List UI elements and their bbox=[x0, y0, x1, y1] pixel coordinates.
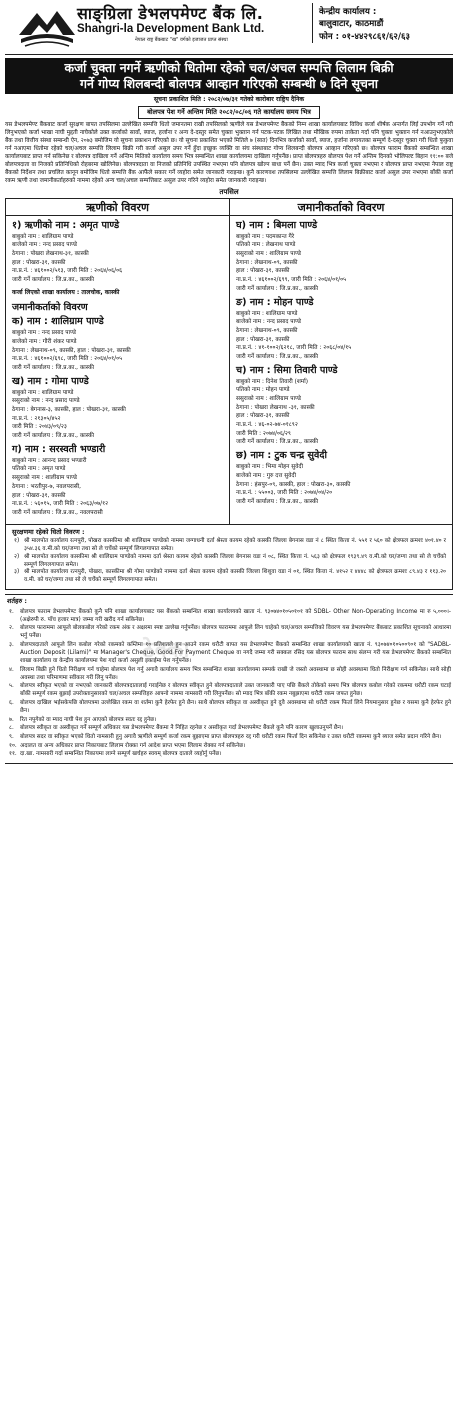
guarantor-info-line: जारी मिति : २०४३/०९/२३ bbox=[12, 424, 67, 431]
condition-item-text: बोलपत्र फाराममा आफूले बोलकबोल गरेको रकम अंक र अक्षरमा स्पष्ट उल्लेख गर्नुपर्नेछ। बोलपत्र फाराममा आफूले लिन चाहेको चल/अचल सम्पत्तिको विवरण यस डेभलपमेण्ट बैंकबाट प्रकाशित सूचनाको आधारमा भर्नु पर्नेछ। bbox=[20, 625, 451, 640]
submission-deadline: बोलपत्र पेश गर्ने अन्तिम मिति २०८२/०८/०६ गते कार्यालय समय भित्र bbox=[138, 106, 320, 119]
head-office-info bbox=[312, 3, 410, 43]
guarantor-info-line: पतिको नाम : अमृत पाण्डे bbox=[12, 466, 66, 473]
guarantor-info-line: जारी मिति : २०७४/०६/२९ bbox=[236, 430, 291, 437]
collateral-title: सुरक्षणमा रहेको धितो विवरण : bbox=[12, 527, 85, 536]
condition-item bbox=[7, 716, 451, 724]
collateral-item-number: १) bbox=[14, 537, 20, 544]
head-office-address: बालुवाटार, काठमाडौं bbox=[319, 19, 384, 30]
borrower-info-line: ना.प्र.नं. : ४६१००२/५१३, जारी मिति : २०६४/०६/०६ bbox=[12, 268, 123, 275]
conditions-list bbox=[7, 608, 451, 759]
condition-item-text: बोलपत्र फाराम डेभलपमेण्ट बैंकको कुनै पनि शाखा कार्यालयबाट यस बैंकको सम्बन्धित शाखा कार्यालयको खाता नं. ९३०७४०१०५०१०१ को SDBL- Other Non-Operating Income मा रु ५,०००।- (अक्षेरुपी रु. पाँच हजार मात्र) जम्मा गरी खरीद गर्न सकिनेछ। bbox=[20, 608, 451, 623]
notice-title-banner bbox=[5, 58, 453, 94]
guarantor-name: ख) नाम : गोमा पाण्डे bbox=[12, 375, 89, 387]
guarantor-name: घ) नाम : बिमला पाण्डे bbox=[236, 219, 318, 231]
guarantor-info-line: बाबुको नाम : शालिग्राम पाण्डे bbox=[236, 310, 298, 317]
condition-item-number: ११. bbox=[9, 751, 17, 758]
guarantor-info-line: ठेगाना : भरतीपुर-७, नवलपरासी, bbox=[12, 483, 81, 490]
details-table bbox=[5, 198, 453, 525]
condition-item bbox=[7, 699, 451, 715]
schedule-heading: तपसिल bbox=[219, 187, 239, 196]
guarantor-info-line: ठेगाना : लेखनाथ-०९, कास्की bbox=[236, 327, 298, 334]
guarantor-name: च) नाम : सिमा तिवारी पाण्डे bbox=[236, 364, 338, 376]
conditions-section bbox=[5, 594, 453, 763]
collateral-item bbox=[12, 538, 446, 554]
guarantor-subheading: जमानीकर्ताको विवरण bbox=[12, 301, 88, 313]
guarantor-column-body bbox=[230, 216, 452, 513]
borrower-info-line: हाल : पोखरा-३१, कास्की bbox=[12, 259, 66, 266]
guarantor-info-line: ठेगाना : लेखनाथ-०९, कास्की, हाल : पोखरा-३१, कास्की bbox=[12, 347, 131, 354]
borrower-info-line: ठेगाना : पोखरा लेखनाथ-३१, कास्की bbox=[12, 251, 89, 258]
guarantor-info-line: ना.प्र.नं. : ५६०१५, जारी मिति : २०६३/०७/१२ bbox=[12, 501, 109, 508]
condition-item-text: रित नपुगेको वा म्याद नाघी पेश हुन आएको बोलपत्र स्वतः रद्द हुनेछ। bbox=[20, 716, 157, 723]
guarantor-name: ङ) नाम : मोहन पाण्डे bbox=[236, 296, 314, 308]
borrower-column bbox=[6, 199, 229, 524]
guarantor-name: ग) नाम : सरस्वती भण्डारी bbox=[12, 443, 106, 455]
guarantor-details bbox=[236, 450, 448, 506]
guarantor-info-line: ना.प्र.नं. : ५५००३, जारी मिति : २०७४/०४/२० bbox=[236, 490, 333, 497]
deadline-wrapper bbox=[5, 106, 453, 119]
condition-item bbox=[7, 733, 451, 741]
borrower-info-lines bbox=[12, 233, 225, 285]
condition-item bbox=[7, 666, 451, 682]
guarantor-info-line: ठेगाना : पोखरा लेखनाथ -३१, कास्की bbox=[236, 404, 315, 411]
condition-item-text: बोलपत्र स्वीकृत वा अस्वीकृत गर्ने सम्पूर्ण अधिकार यस डेभलपमेण्ट बैंकमा नै निहित रहनेछ र अस्वीकृत गर्दा डेभलपमेण्ट बैंकले कुनै पनि कारण खुलाउनुपर्ने छैन। bbox=[20, 725, 344, 732]
guarantor-info-line: बाबुको नाम : पदमकान्त गैरे bbox=[236, 233, 295, 240]
guarantor-info-line: ना.प्र.नं. : २१३०५/४५२ bbox=[12, 415, 61, 422]
condition-item-text: बोलपत्र सदर वा स्वीकृत भएको धितो नामसारी हुनु अगावै ऋणीले सम्पूर्ण कर्जा रकम बुझाएमा प्राप्त बोलपत्रहरु रद्द गरी धरौटी रकम फिर्ता दिन सकिनेछ र उक्त धरौटी रकममा कुनै ब्याज समेत प्रदान गरिने छैन। bbox=[20, 733, 442, 740]
condition-item-text: दा.खा. नामसारी गर्दा सम्बन्धित निकायमा लाग्ने सम्पूर्ण खर्चहरु स्वयम् बोलपत्र दाताले व्यहोर्नु पर्नेछ। bbox=[20, 751, 222, 758]
bank-name-nepali: साङ्ग्रिला डेभलपमेण्ट बैंक लि. bbox=[77, 4, 264, 23]
condition-item-number: ७. bbox=[9, 716, 14, 723]
collateral-item-text: श्री मालपोत कार्यालय रत्नपुरी, पोखरा, कास्कीमा श्री गोमा पाण्डेको नाममा दर्ता श्रेस्ता कायम रहेको कास्की जिल्ला शिशुवा वडा नं ०१, स्थित कित्ता नं. ४१५२ र ४४४८ को क्षेत्रफल क्रमशः ८९.४३ र ११३.२० व.मी. को घर/जग्गा तथा सो ले चर्चेको सम्पूर्ण लिगलगापात समेत। bbox=[24, 569, 446, 584]
guarantor-info-line: हाल : पोखरा-३१, कास्की bbox=[236, 268, 290, 275]
watermark-logo: ठेक्का bbox=[142, 638, 190, 663]
guarantor-info-line: हाल : पोखरा-३१, कास्की bbox=[236, 413, 290, 420]
guarantor-info-line: पतिको नाम : मोहन पाण्डे bbox=[236, 387, 290, 394]
condition-item bbox=[7, 682, 451, 698]
guarantor-info-line: जारी गर्ने कार्यालय : जि.प्र.का., कास्की bbox=[236, 439, 319, 446]
guarantor-info-line: जारी गर्ने कार्यालय : जि.प्र.का., नवलपरासी bbox=[12, 509, 103, 516]
condition-item-number: ५. bbox=[9, 683, 14, 690]
guarantor-info-line: बाबुको नाम : शालिग्राम पाण्डे bbox=[12, 389, 74, 396]
condition-item-number: ९. bbox=[9, 733, 14, 740]
condition-item bbox=[7, 750, 451, 758]
guarantor-info-line: ना.प्र.नं. : ४६१००२/६९८, जारी मिति : २०६४/०१/०५ bbox=[12, 356, 123, 363]
guarantor-info-line: जारी गर्ने कार्यालय : जि.प्र.का., कास्की bbox=[236, 285, 319, 292]
guarantor-info-line: पतिको नाम : लेखनाथ पाण्डे bbox=[236, 242, 296, 249]
guarantor-info-line: ससुराको नाम : शालिग्राम पाण्डे bbox=[236, 396, 301, 403]
borrower-info-line: बाबुको नाम : शालिग्राम पाण्डे bbox=[12, 233, 74, 240]
collateral-item bbox=[12, 554, 446, 570]
guarantor-info-line: बाजेको नाम : नन्द प्रसाद पाण्डे bbox=[236, 319, 301, 326]
bank-tagline: नेपाल राष्ट्र बैंकबाट "ख" वर्गको इजाजत प्राप्त संस्था bbox=[135, 37, 228, 44]
guarantor-details bbox=[236, 297, 448, 362]
guarantor-info-line: ससुराको नाम : नन्द प्रसाद पाण्डे bbox=[12, 398, 80, 405]
guarantor-info-line: जारी गर्ने कार्यालय : जि.प्र.का., कास्की bbox=[12, 433, 95, 440]
collateral-item-text: श्री मालपोत कार्यालय कास्कीमा श्री शालिग्राम पाण्डेको नाममा दर्ता श्रेस्ता कायम रहेको कास्की जिल्ला बेगनास वडा नं ०८, स्थित कित्ता नं. ५६३ को क्षेत्रफल १९३९.४९ व.मी.को घर/जग्गा तथा सो ले चर्चेको सम्पूर्ण लिगलगापात समेत। bbox=[24, 553, 446, 568]
publication-date: सूचना प्रकाशित मिति : २०८२/०७/३१ गतेको कारोबार राष्ट्रिय दैनिक bbox=[153, 96, 305, 104]
condition-item-number: ४. bbox=[9, 666, 14, 673]
condition-item bbox=[7, 742, 451, 750]
guarantor-info-line: बाबुको नाम : दिनेश तिवारी (शर्मा) bbox=[236, 378, 309, 385]
guarantor-info-line: ससुराको नाम : शालीग्राम पाण्डे bbox=[12, 475, 77, 482]
guarantor-info-line: ना.प्र.नं. : ४६-०२-७४-०१८९२ bbox=[236, 422, 298, 429]
guarantor-info-line: जारी गर्ने कार्यालय : जि.प्र.का., कास्की bbox=[12, 364, 95, 371]
guarantor-details bbox=[12, 316, 225, 372]
notice-title-line-2: गर्ने गोप्य शिलबन्दी बोलपत्र आव्हान गरिएको सम्बन्धी ७ दिने सूचना bbox=[80, 76, 378, 92]
condition-item-number: ६. bbox=[9, 700, 14, 707]
condition-item-text: लिलाम बिक्री हुने धितो निरीक्षण गर्न चाहेमा बोलपत्र पेश गर्नु अगावै कार्यालय समय भित्र सम्बन्धित शाखा कार्यालयमा सम्पर्क राखी जे जस्तो अवस्थामा छ सोही अवस्थामा धितो निरीक्षण गर्न सकिनेछ। साथै सोही अवस्था तथा परिमाणमा स्वीकार गरी लिनु पर्नेछ। bbox=[20, 666, 451, 681]
left-guarantor-list bbox=[12, 316, 225, 517]
condition-item bbox=[7, 608, 451, 624]
guarantor-details bbox=[236, 365, 448, 447]
borrower-name: १) ऋणीको नाम : अमृत पाण्डे bbox=[12, 219, 120, 231]
guarantor-name: छ) नाम : टुक चन्द्र सुवेदी bbox=[236, 450, 327, 462]
head-office-phone: फोन : ०१-४४२९८६१/६२/६३ bbox=[319, 31, 410, 42]
notice-body: यस डेभलपमेण्ट बैंकबाट कर्जा सुरक्षण बापत तपसिलमा उल्लेखित सम्पत्ति धितो जमानतमा राखी तपसिलको ऋणीले यस डेभलपमेण्ट बैंकको निम्न शाखा कार्यालयबाट विविध कर्जा शीर्षक अन्तर्गत लिई उपभोग गर्ने गरी लिनुभएको कर्जा भाखा नाघी मुद्दती नाघेकोले उक्त कर्जाको सावाँ, ब्याज, हर्जाना र अन्य दे-दस्तुर समेत चुक्ता भुक्तान गर्न पटक-पटक लिखित तथा मौखिक रुपमा ताकेता गर्दा पनि चुक्ता भुक्तान गर्न नआउनुभएकोले बैंक तथा वित्तीय संस्था सम्बन्धी ऐन, २०७३ बमोजिम यो सूचना प्रकाशन गरिएको छ। यो सूचना प्रकाशित भएको मितिले ७ (सात) दिनभित्र कर्जाको सावाँ, ब्याज, हर्जाना लगायतका सम्पूर्ण दे-दस्तुर चुक्ता गरी धितो फुकुवा गर्न नआएमा धितोमा रहेको चल/अचल सम्पत्ति लिलाम बिक्री गरी कर्जा असुल उपर गर्ने हुँदा इच्छुक व्यक्ति वा संघ संस्थाबाट गोप्य शिलबन्दी बोलपत्र आव्हान गरिएको छ। बोलपत्र फाराम बैंकको सम्बन्धित शाखा कार्यालयबाट प्राप्त गर्न सकिनेछ र बोलपत्र दाखिला गर्ने अन्तिम मितिको कार्यालय समय भित्र सम्बन्धित शाखा कार्यालयमा दाखिला गर्नुपर्नेछ। प्राप्त बोलपत्रहरु बोलपत्र पेश गर्ने अन्तिम दिनको भोलिपल्ट बिहान ११:०० बजे बोलपत्रदाता वा निजको प्रतिनिधिको रोहबरमा खोलिनेछ। बोलपत्रदाता वा निजको प्रतिनिधि उपस्थित नभएमा पनि बोलपत्र खोल्न बाधा पर्ने छैन। उक्त म्याद भित्र कर्जा चुक्ता नभएमा र बोलपत्र प्राप्त नभएमा नेपाल राष्ट्र बैंकको निर्देशन तथा प्रचलित कानून बमोजिम धितो सम्पत्ति बैंक आफैंले सकार गर्ने व्यहोरा समेत जानकारी गराइन्छ। कुनै कारणवश तपसिलमा उल्लेखित सम्पत्ति लिलाम बिक्रीबाट कर्जा असुल उपर नभएमा बाँकी कर्जा रकम ऋणी तथा जमानीकर्ताहरुको नाममा रहेको अन्य चल/अचल सम्पत्तिबाट असुल उपर गरिने व्यहोरा समेत जानकारी गराइन्छ। bbox=[5, 122, 453, 184]
conditions-title: शर्तहरु : bbox=[7, 597, 27, 606]
borrower-column-title: ऋणीको विवरण bbox=[6, 199, 229, 216]
condition-item-text: बोलपत्रदाताले आफूले लिन कबोल गरेको रकमको कम्तिमा १० प्रतिशतले हुन आउने रकम धरौटी बापत यस डेभलपमेण्ट बैंकको सम्बन्धित शाखा कार्यालयको खाता नं. ९३०७४०१०५००९०१ को "SADBL- Auction Deposit (Lilami)" मा Manager's Cheque, Good For Payment Cheque वा नगदै जम्मा गरी सक्कल रसिद यस बोलपत्र फाराम साथ संलग्न गरी यस डेभलपमेण्ट बैंकको सम्बन्धित शाखा कार्यालय वा केन्द्रीय कार्यालयमा पेश गर्दा कर्जा असुली इकाईमा पेश गर्नुपर्नेछ। bbox=[20, 641, 451, 665]
borrower-info-line: जारी गर्ने कार्यालय : जि.प्र.का., कास्की bbox=[12, 277, 95, 284]
collateral-section bbox=[5, 525, 453, 591]
guarantor-info-line: ठेगाना : लेखनाथ-०९, कास्की bbox=[236, 259, 298, 266]
condition-item-number: २. bbox=[9, 625, 14, 632]
borrower-details bbox=[12, 220, 225, 297]
condition-item-number: ८. bbox=[9, 725, 14, 732]
bank-names bbox=[77, 3, 292, 44]
borrower-column-body bbox=[6, 216, 229, 524]
condition-item bbox=[7, 641, 451, 665]
guarantor-column-title: जमानीकर्ताको विवरण bbox=[230, 199, 452, 216]
guarantor-details bbox=[12, 444, 225, 518]
guarantor-info-line: ससुराको नाम : शालिग्राम पाण्डे bbox=[236, 251, 301, 258]
head-office-label: केन्द्रीय कार्यालय : bbox=[319, 7, 377, 17]
collateral-item-number: ३) bbox=[14, 569, 20, 576]
collateral-item-number: २) bbox=[14, 553, 20, 560]
condition-item bbox=[7, 724, 451, 732]
collateral-list bbox=[12, 538, 446, 586]
guarantor-info-line: ना.प्र.नं. : ४१-१००२/६२१८, जारी मिति : २०६८/०४/१५ bbox=[236, 345, 352, 352]
guarantor-info-line: ठेगाना : हंसपुर-०९, कास्की, हाल : पोखरा-३०, कास्की bbox=[236, 481, 351, 488]
guarantor-info-line: ना.प्र.नं. : ४६१००२/६९९, जारी मिति : २०६४/०१/०५ bbox=[236, 277, 347, 284]
loan-branch: कर्जा लिएको शाखा कार्यालय : तालचोक, कास्की bbox=[12, 288, 120, 296]
guarantor-info-line: बाजेको नाम : गुरु दत्त सुवेदी bbox=[236, 472, 296, 479]
condition-item-text: बोलपत्र स्वीकृत भएको वा नभएको जानकारी बोलपत्रदातालाई गराईनेछ र बोलपत्र स्वीकृत हुने बोलपत्रदाताले उक्त जानकारी पाए पछि बैंकले तोकेको समय भित्र बोलपत्र कबोल गरेको रकममा धरौटी रकम घटाई बाँकी सम्पूर्ण रकम बुझाई उपरोक्तानुसारको चल/अचल सम्पत्तिहरु आफ्नो नाममा नामसारी गरी लिनुपर्नेछ। सो म्याद भित्र बाँकी रकम नबुझाएमा धरौटी रकम जफत हुनेछ। bbox=[20, 683, 451, 698]
guarantor-info-line: हाल : पोखरा-३१, कास्की bbox=[12, 492, 66, 499]
bank-logo-icon bbox=[17, 5, 77, 49]
collateral-item-text: श्री मालपोत कार्यालय रत्नपुरी, पोखरा कास्कीमा श्री शालिग्राम पाण्डेको नाममा जग्गाधनी दर्ता श्रेस्ता कायम रहेको कास्की जिल्ला बेगनास वडा नं ८ स्थित कित्ता नं. ५५१ र ५६० को क्षेत्रफल क्रमशः ४०१.४० र ३५४.३६ व.मी.को घर/जग्गा तथा सो ले चर्चेको सम्पूर्ण लिगलगापात समेत। bbox=[24, 537, 446, 552]
borrower-info-line: बाजेको नाम : नन्द प्रसाद पाण्डे bbox=[12, 242, 77, 249]
guarantor-name: क) नाम : शालिग्राम पाण्डे bbox=[12, 316, 104, 328]
guarantor-info-line: बाजेको नाम : गौरी शंकर पाण्डे bbox=[12, 338, 77, 345]
guarantor-details bbox=[236, 220, 448, 294]
bank-name-english: Shangri-la Development Bank Ltd. bbox=[77, 23, 265, 36]
collateral-item bbox=[12, 569, 446, 585]
condition-item-text: बोलपत्र दाखिल भईसकेपछि बोलपत्रमा उल्लेखित रकम वा शर्तमा कुनै हेरफेर हुने छैन। साथै बोलपत्र स्वीकृत वा अस्वीकृत हुने दुवै अवस्थामा सो धरौटी रकम फिर्ता लिने नियमानुसार हुनेछ र यसमा कुनै हेरफेर हुने छैन। bbox=[20, 700, 451, 715]
bank-header bbox=[5, 3, 453, 55]
guarantor-column bbox=[229, 199, 452, 524]
condition-item-text: अदालत वा अन्य अधिकार प्राप्त निकायबाट लिलाम रोक्का गर्न आदेश प्राप्त भएमा लिलाम रोक्का गर्न सकिनेछ। bbox=[20, 742, 246, 749]
right-guarantor-list bbox=[236, 220, 448, 507]
guarantor-info-line: बाबुको नाम : भिमा मोहन सुवेदी bbox=[236, 464, 303, 471]
guarantor-info-line: बाबुको नाम : नन्द प्रसाद पाण्डे bbox=[12, 330, 76, 337]
condition-item-number: ३. bbox=[9, 641, 14, 648]
notice-title-line-1: कर्जा चुक्ता नगर्ने ऋणीको धितोमा रहेको चल/अचल सम्पत्ति लिलाम बिक्री bbox=[64, 60, 394, 75]
guarantor-info-line: जारी गर्ने कार्यालय : जि.प्र.का., कास्की bbox=[236, 498, 319, 505]
guarantor-info-line: हाल : पोखरा-३१, कास्की bbox=[236, 336, 290, 343]
guarantor-info-line: ठेगाना : बेगनास-३, कास्की, हाल : पोखरा-३१, कास्की bbox=[12, 407, 126, 414]
guarantor-info-line: बाबुको नाम : आनन्द प्रसाद भण्डारी bbox=[12, 457, 87, 464]
guarantor-details bbox=[12, 376, 225, 441]
condition-item-number: १. bbox=[9, 608, 14, 615]
guarantor-info-line: जारी गर्ने कार्यालय : जि.प्र.का., कास्की bbox=[236, 353, 319, 360]
condition-item-number: १०. bbox=[9, 742, 17, 749]
condition-item bbox=[7, 624, 451, 640]
